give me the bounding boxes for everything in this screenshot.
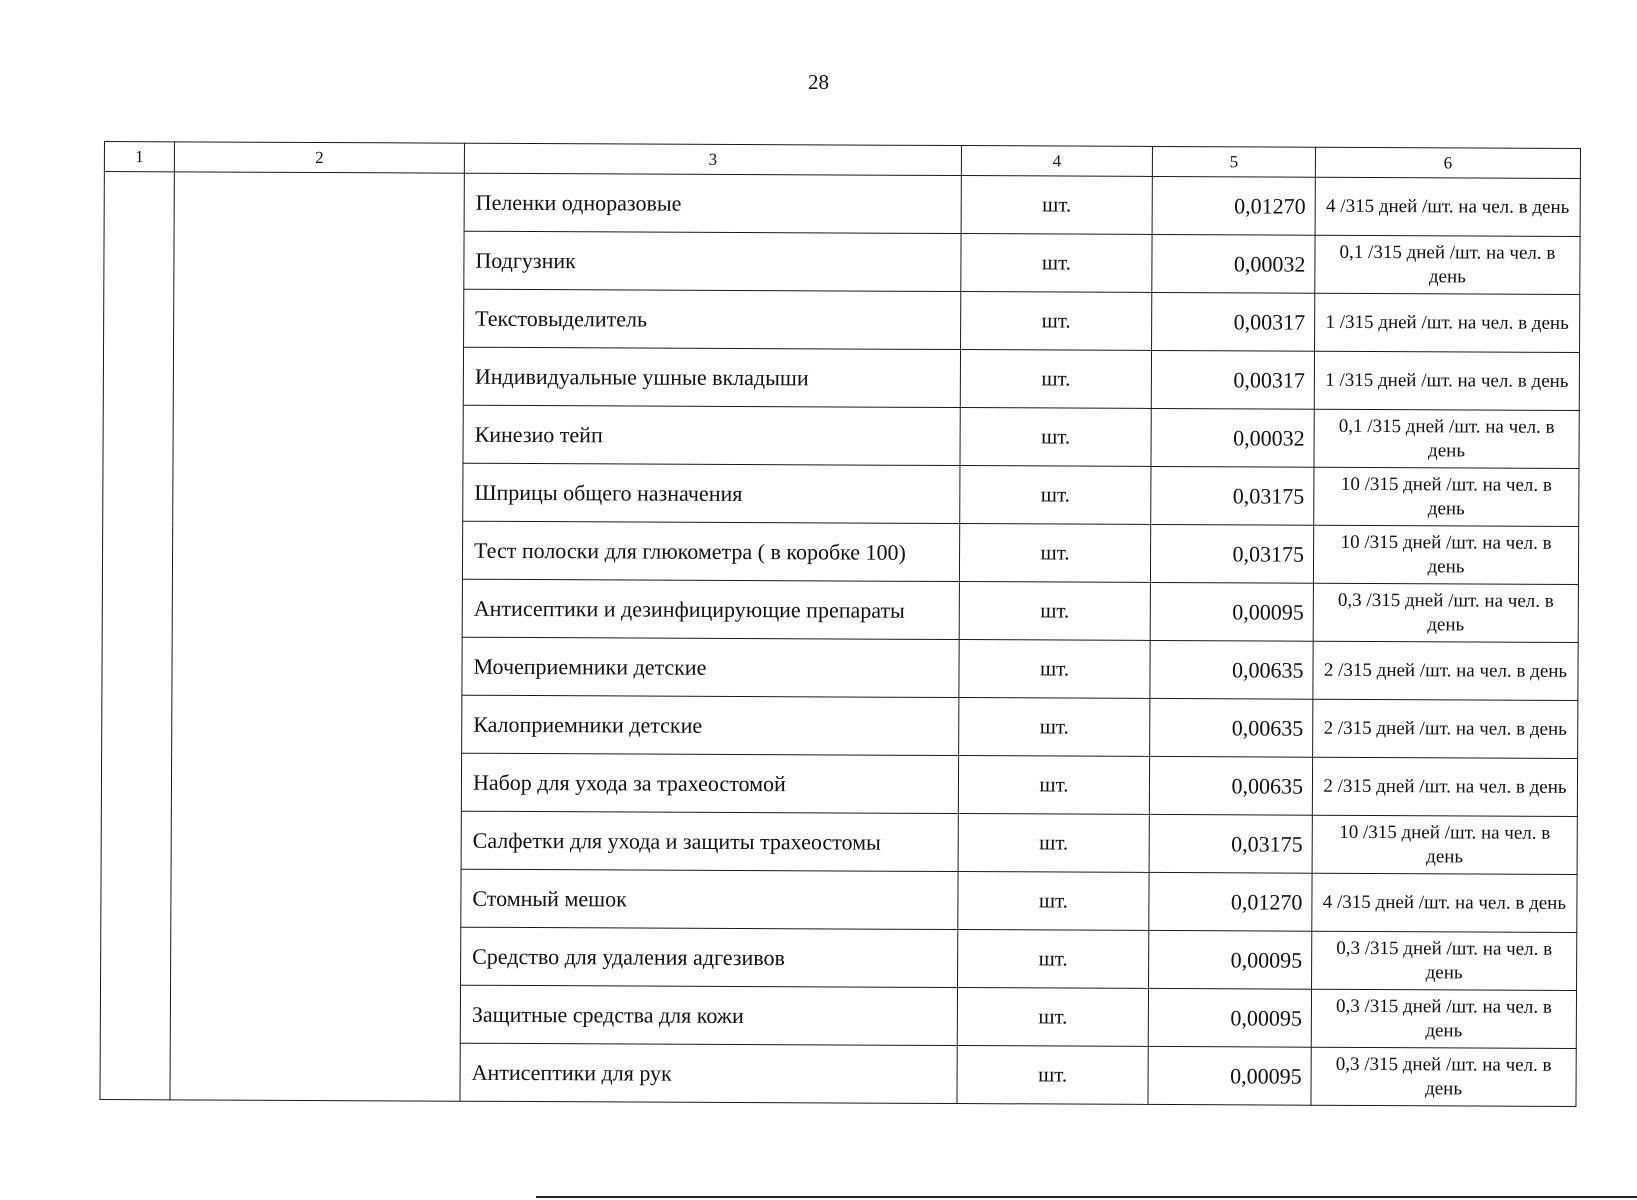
value-cell: 0,00317 [1152, 292, 1315, 351]
value-cell: 0,03175 [1149, 814, 1312, 873]
col1-cell [100, 172, 174, 1100]
norm-cell: 10 /315 дней /шт. на чел. в день [1314, 467, 1579, 526]
item-name-cell: Средство для удаления адгезивов [461, 927, 958, 987]
unit-cell: шт. [961, 176, 1152, 235]
value-cell: 0,03175 [1150, 524, 1313, 583]
norm-cell: 2 /315 дней /шт. на чел. в день [1312, 757, 1577, 816]
norms-table [99, 141, 1581, 1107]
item-name-cell: Защитные средства для кожи [460, 985, 957, 1045]
item-name-cell: Тест полоски для глюкометра ( в коробке 100) [462, 521, 959, 581]
item-name-cell: Набор для ухода за трахеостомой [461, 753, 958, 813]
value-cell: 0,00635 [1150, 640, 1313, 699]
unit-cell: шт. [958, 814, 1149, 873]
value-cell: 0,00317 [1151, 350, 1314, 409]
norm-cell: 0,3 /315 дней /шт. на чел. в день [1312, 931, 1577, 990]
item-name-cell: Антисептики и дезинфицирующие препараты [462, 579, 959, 639]
item-name-cell: Кинезио тейп [463, 405, 960, 465]
unit-cell: шт. [959, 698, 1150, 757]
norm-cell: 2 /315 дней /шт. на чел. в день [1313, 641, 1578, 700]
col2-cell [170, 172, 464, 1101]
norm-cell: 0,1 /315 дней /шт. на чел. в день [1315, 235, 1580, 294]
value-cell: 0,00635 [1149, 756, 1312, 815]
value-cell: 0,01270 [1149, 872, 1312, 931]
item-name-cell: Пеленки одноразовые [464, 173, 961, 233]
item-name-cell: Индивидуальные ушные вкладыши [463, 347, 960, 407]
value-cell: 0,00095 [1148, 1046, 1311, 1105]
value-cell: 0,00095 [1149, 930, 1312, 989]
unit-cell: шт. [961, 292, 1152, 351]
norm-cell: 4 /315 дней /шт. на чел. в день [1315, 177, 1580, 236]
norm-cell: 4 /315 дней /шт. на чел. в день [1312, 873, 1577, 932]
norm-cell: 10 /315 дней /шт. на чел. в день [1312, 815, 1577, 874]
value-cell: 0,00032 [1152, 234, 1315, 293]
column-header-1: 1 [104, 142, 174, 172]
value-cell: 0,00095 [1150, 582, 1313, 641]
value-cell: 0,00635 [1150, 698, 1313, 757]
unit-cell: шт. [961, 234, 1152, 293]
column-header-3: 3 [464, 143, 961, 175]
unit-cell: шт. [960, 408, 1151, 467]
norm-cell: 1 /315 дней /шт. на чел. в день [1315, 293, 1580, 352]
page-edge-line [536, 1196, 1637, 1198]
item-name-cell: Шприцы общего назначения [463, 463, 960, 523]
column-header-4: 4 [961, 146, 1152, 177]
value-cell: 0,00095 [1148, 988, 1311, 1047]
value-cell: 0,01270 [1152, 176, 1315, 235]
norm-cell: 0,3 /315 дней /шт. на чел. в день [1311, 1047, 1576, 1106]
unit-cell: шт. [959, 582, 1150, 641]
item-name-cell: Мочеприемники детские [462, 637, 959, 697]
norm-cell: 0,3 /315 дней /шт. на чел. в день [1311, 989, 1576, 1048]
unit-cell: шт. [959, 524, 1150, 583]
item-name-cell: Стомный мешок [461, 869, 958, 929]
table-row [104, 172, 1580, 237]
norm-cell: 2 /315 дней /шт. на чел. в день [1313, 699, 1578, 758]
unit-cell: шт. [957, 1046, 1148, 1105]
item-name-cell: Салфетки для ухода и защиты трахеостомы [461, 811, 958, 871]
item-name-cell: Калоприемники детские [462, 695, 959, 755]
unit-cell: шт. [957, 988, 1148, 1047]
value-cell: 0,03175 [1151, 466, 1314, 525]
unit-cell: шт. [958, 872, 1149, 931]
unit-cell: шт. [959, 640, 1150, 699]
unit-cell: шт. [960, 350, 1151, 409]
page-number: 28 [808, 70, 829, 94]
norm-cell: 10 /315 дней /шт. на чел. в день [1313, 525, 1578, 584]
unit-cell: шт. [958, 930, 1149, 989]
item-name-cell: Подгузник [464, 231, 961, 291]
norm-cell: 0,1 /315 дней /шт. на чел. в день [1314, 409, 1579, 468]
unit-cell: шт. [958, 756, 1149, 815]
item-name-cell: Антисептики для рук [460, 1043, 957, 1103]
item-name-cell: Текстовыделитель [464, 289, 961, 349]
value-cell: 0,00032 [1151, 408, 1314, 467]
table-body [100, 172, 1580, 1107]
column-header-6: 6 [1315, 147, 1580, 178]
unit-cell: шт. [960, 466, 1151, 525]
column-header-5: 5 [1152, 146, 1315, 177]
norm-cell: 0,3 /315 дней /шт. на чел. в день [1313, 583, 1578, 642]
norm-cell: 1 /315 дней /шт. на чел. в день [1314, 351, 1579, 410]
column-header-2: 2 [174, 142, 464, 173]
